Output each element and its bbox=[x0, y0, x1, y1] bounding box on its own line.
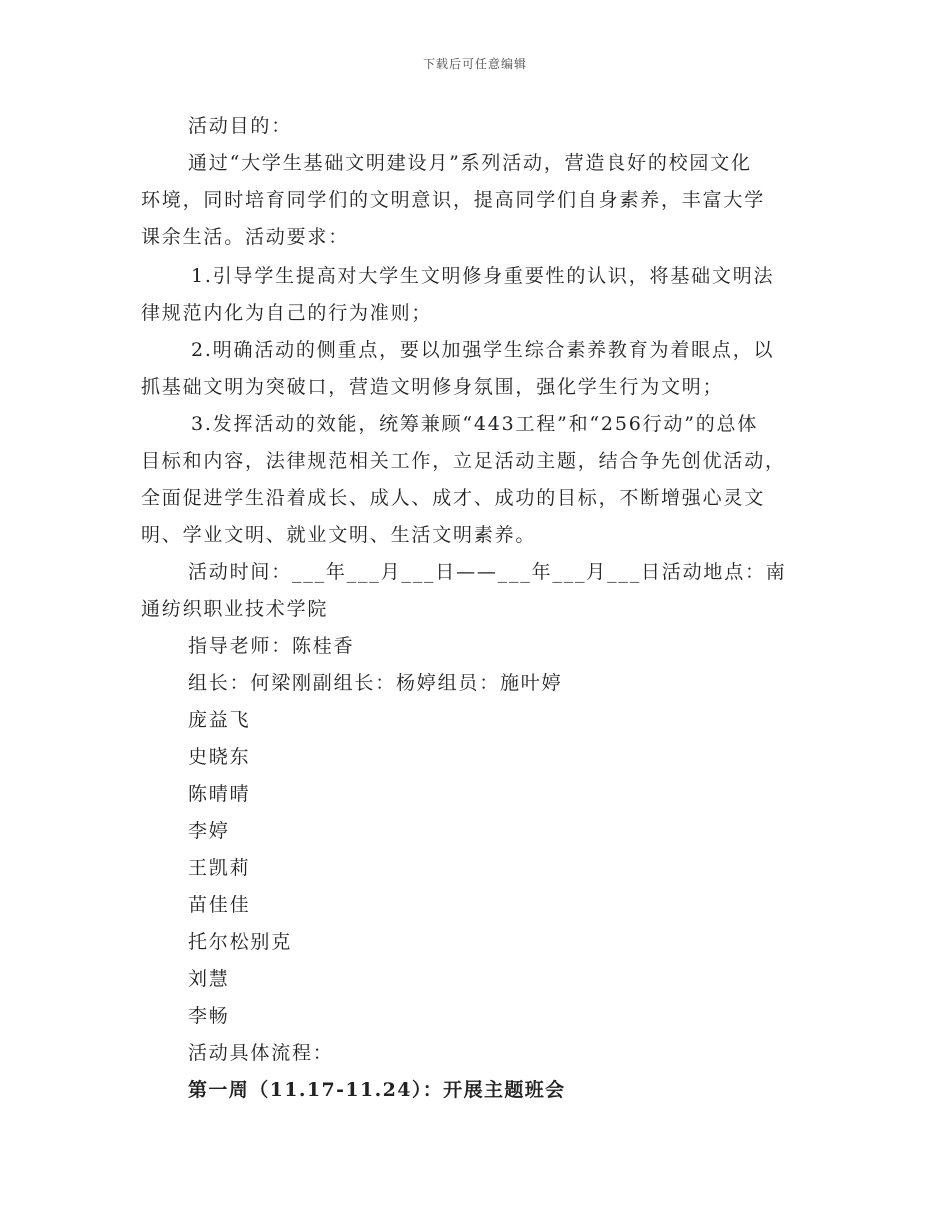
group-leaders-line: 组长：何梁刚副组长：杨婷组员：施叶婷 bbox=[188, 672, 563, 694]
paragraph-line: 律规范内化为自己的行为准则； bbox=[141, 302, 433, 324]
member-name: 苗佳佳 bbox=[188, 894, 251, 916]
member-name: 李婷 bbox=[188, 820, 230, 842]
paragraph-line: 全面促进学生沿着成长、成人、成才、成功的目标，不断增强心灵文 bbox=[141, 487, 766, 509]
paragraph-line: 通过“大学生基础文明建设月”系列活动，营造良好的校园文化 bbox=[188, 152, 752, 174]
paragraph-line: 抓基础文明为突破口，营造文明修身氛围，强化学生行为文明； bbox=[141, 376, 724, 398]
advisor-line: 指导老师：陈桂香 bbox=[188, 635, 355, 657]
member-name: 陈晴晴 bbox=[188, 783, 251, 805]
paragraph-line: 目标和内容，法律规范相关工作，立足活动主题，结合争先创优活动， bbox=[141, 450, 786, 472]
paragraph-line: 明、学业文明、就业文明、生活文明素养。 bbox=[141, 524, 537, 546]
section-label-purpose: 活动目的： bbox=[188, 115, 293, 137]
section-label-process: 活动具体流程： bbox=[188, 1042, 334, 1064]
member-name: 王凯莉 bbox=[188, 857, 251, 879]
member-name: 李畅 bbox=[188, 1005, 230, 1027]
page-header-note: 下载后可任意编辑 bbox=[422, 57, 527, 71]
requirement-item-2: 2.明确活动的侧重点，要以加强学生综合素养教育为着眼点，以 bbox=[191, 339, 775, 361]
member-name: 庞益飞 bbox=[188, 709, 251, 731]
week-one-heading: 第一周（11.17-11.24）：开展主题班会 bbox=[188, 1079, 566, 1101]
member-name: 托尔松别克 bbox=[188, 931, 293, 953]
activity-location-line: 通纺织职业技术学院 bbox=[141, 598, 329, 620]
paragraph-line: 环境，同时培育同学们的文明意识，提高同学们自身素养，丰富大学 bbox=[141, 189, 766, 211]
member-name: 史晓东 bbox=[188, 746, 251, 768]
activity-time-line: 活动时间：___年___月___日——___年___月___日活动地点：南 bbox=[188, 561, 787, 583]
member-name: 刘慧 bbox=[188, 968, 230, 990]
paragraph-line: 课余生活。活动要求： bbox=[141, 226, 350, 248]
requirement-item-3: 3.发挥活动的效能，统筹兼顾“443工程”和“256行动”的总体 bbox=[191, 413, 759, 435]
requirement-item-1: 1.引导学生提高对大学生文明修身重要性的认识，将基础文明法 bbox=[191, 265, 775, 287]
